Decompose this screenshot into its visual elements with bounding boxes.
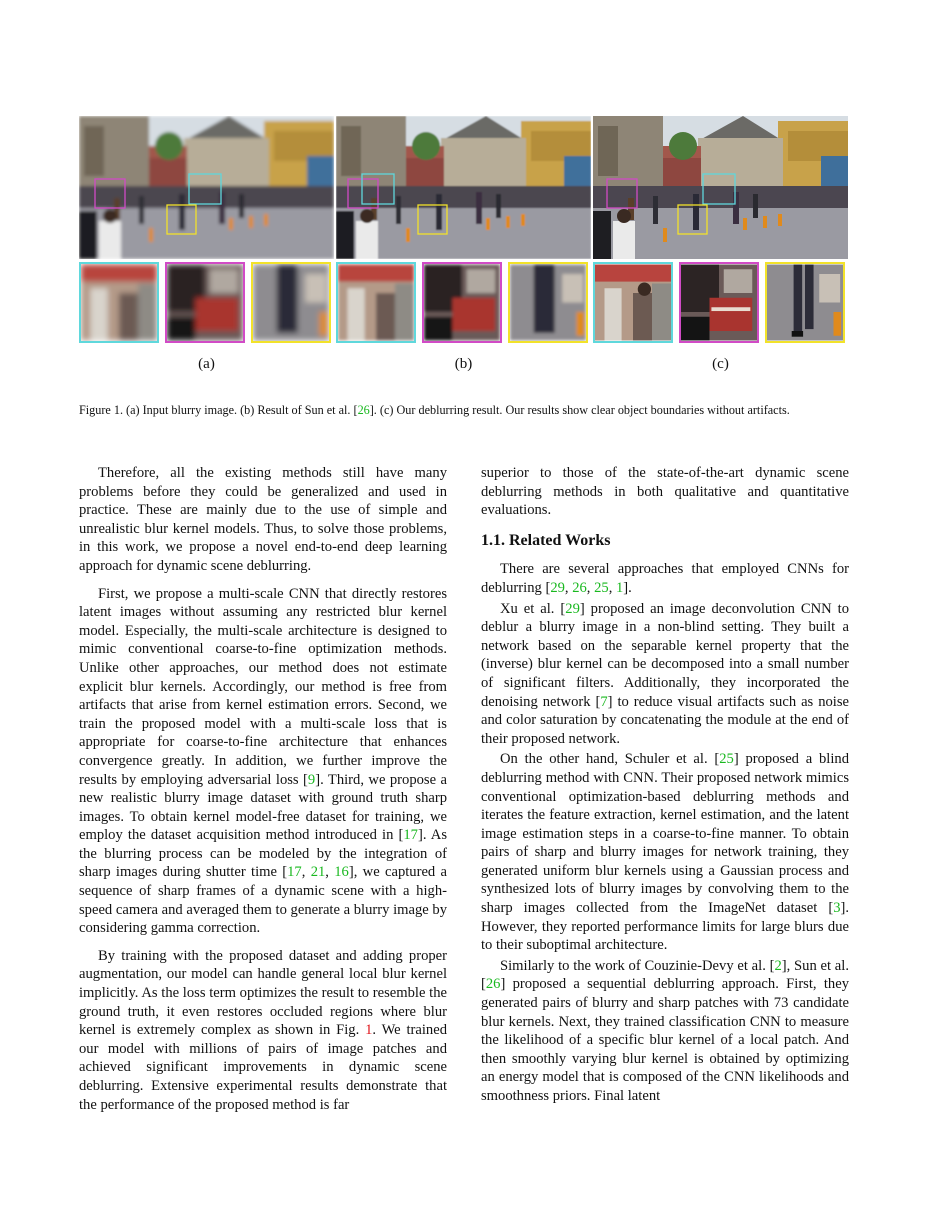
paragraph [481, 957, 849, 1106]
panel-c [593, 116, 848, 372]
paragraph [481, 750, 849, 955]
scene-image-blurry [79, 116, 334, 259]
crop-yellow-image [767, 264, 843, 341]
paragraph-text: ], Sun et al. [ [481, 957, 849, 993]
paragraph-text: There are several approaches that employed CNNs for deblurring [ [481, 561, 849, 596]
crop-magenta-image [424, 264, 500, 341]
paragraph-text: By training with the proposed dataset and adding proper augmentation, our model can handle general local blur kernel implicitly. As the loss term optimizes the result to resemble the ground truth, it even restores occluded regions where blur kernel is extremely complex as shown in Fig. [79, 947, 447, 1039]
paragraph: Therefore, all the existing methods still have many problems before they could be generalized and used in practice. These are mainly due to the use of simple and unrealistic blur kernel models. Thus, to solve those problems, in this work, we propose a novel end-to-end deep learning approach for dynamic scene deblurring. [79, 465, 447, 574]
scene-image-sun-et-al [336, 116, 591, 259]
crop-cyan [336, 262, 416, 343]
paragraph-text: ] proposed a sequential deblurring approach. First, they generated pairs of blurry and sharp patches with 73 candidate blur kernels. Next, they trained classification CNN to measure the likelihood of a specific blur kernel of a local patch. And then smoothly varying blur kernel is obtained by optimizing an energy model that is composed of the CNN likelihoods and smoothness priors. Final latent [481, 976, 849, 1104]
citation-link[interactable]: 21 [310, 864, 326, 881]
paragraph-text: ] proposed an image deconvolution CNN to deblur a blurry image in a non-blind setting. They built a network based on the separable kernel property that the (inverse) blur kernel can be decomposed into a small number of significant filters. Additionally, they incorporated the denoising network [ [481, 600, 850, 710]
citation-link[interactable]: 9 [307, 771, 316, 788]
panel-c-label: (c) [712, 356, 729, 372]
figure-caption [79, 402, 851, 419]
crop-yellow-image [253, 264, 329, 341]
paragraph-text: On the other hand, Schuler et al. [ [500, 751, 720, 768]
crop-yellow [765, 262, 845, 343]
crop-magenta [165, 262, 245, 343]
figure-panels [79, 116, 849, 376]
crop-row [79, 262, 334, 345]
citation-link[interactable]: 25 [594, 579, 609, 596]
citation-link[interactable]: 1 [615, 579, 624, 596]
citation-link[interactable]: 3 [833, 900, 841, 917]
paragraph [79, 947, 447, 1114]
right-column [481, 464, 849, 1115]
citation-link[interactable]: 26 [572, 579, 587, 596]
citation-link[interactable]: 7 [600, 693, 608, 710]
paragraph [481, 560, 849, 597]
panel-b-label: (b) [454, 356, 473, 372]
citation-link[interactable]: 26 [357, 403, 370, 417]
caption-text: ]. (c) Our deblurring result. Our results show clear object boundaries without artifacts. [369, 403, 790, 417]
crop-magenta [422, 262, 502, 343]
paragraph-text: , [586, 579, 595, 596]
paragraph-text: . We trained our model with millions of pairs of image patches and achieved significant improvements in dynamic scene deblurring. Extensive experimental results demonstrate that the performance of the proposed method is far [79, 1022, 447, 1113]
paragraph-text: ]. As the blurring process can be modeled by the integration of sharp images during shutter time [ [79, 827, 448, 881]
scene-image-ours [593, 116, 848, 259]
crop-yellow [508, 262, 588, 343]
citation-link[interactable]: 29 [550, 579, 565, 596]
left-column [79, 464, 447, 1123]
citation-link[interactable]: 29 [565, 600, 580, 617]
paragraph-text: , [608, 579, 616, 596]
crop-cyan-image [595, 264, 671, 341]
paragraph: superior to those of the state-of-the-art dynamic scene deblurring methods in both qualitative and quantitative evaluations. [481, 465, 849, 519]
crop-yellow [251, 262, 331, 343]
citation-link[interactable]: 2 [774, 957, 782, 974]
paragraph-text: ] to reduce visual artifacts such as noise and color saturation by concatenating the module at the end of their proposed network. [481, 693, 849, 747]
crop-row [593, 262, 848, 345]
paragraph-text: ] proposed a blind deblurring method with CNN. Their proposed network mimics conventional optimization-based deblurring methods and iterates the feature extraction, kernel estimation, and the latent image estimation steps in a coarse-to-fine manner. To obtain pairs of sharp and blurry images for network training, they generated uniform blur kernels using a Gaussian process and synthesized lots of blurry images by convolving them to the sharp images collected from the ImageNet dataset [ [481, 751, 849, 917]
citation-link[interactable]: 17 [287, 864, 302, 881]
paragraph-text: Similarly to the work of Couzinie-Devy et al. [ [500, 957, 775, 974]
paragraph-text: , [301, 864, 311, 881]
figure-1 [79, 116, 849, 376]
panel-b [336, 116, 591, 372]
paragraph-text: ]. Third, we propose a new realistic blurry image dataset with ground truth sharp images. To obtain kernel model-free dataset for training, we employ the dataset acquisition method introduced in [ [79, 771, 447, 844]
paragraph-text: ]. However, they reported performance limits for large blurs due to their suboptimal architecture. [481, 900, 849, 954]
crop-yellow-image [510, 264, 586, 341]
paragraph-text: ], we captured a sequence of sharp frames of a dynamic scene with a high-speed camera and averaged them to generate a blurry image by considering gamma correction. [79, 864, 448, 937]
section-heading: 1.1. Related Works [481, 531, 611, 549]
crop-magenta [679, 262, 759, 343]
citation-link[interactable]: 16 [334, 864, 349, 881]
panel-a [79, 116, 334, 372]
crop-cyan [593, 262, 673, 343]
citation-link[interactable]: 25 [719, 751, 734, 768]
paragraph [481, 600, 849, 749]
crop-cyan-image [81, 264, 157, 341]
paragraph-text: ]. [623, 579, 632, 596]
crop-cyan-image [338, 264, 414, 341]
paragraph-text: Xu et al. [ [500, 600, 566, 617]
paragraph [79, 585, 447, 938]
caption-text: Figure 1. (a) Input blurry image. (b) Result of Sun et al. [ [79, 403, 358, 417]
crop-magenta-image [681, 264, 757, 341]
crop-row [336, 262, 591, 345]
figure-link[interactable]: 1 [365, 1022, 373, 1039]
panel-a-label: (a) [198, 356, 215, 372]
crop-magenta-image [167, 264, 243, 341]
citation-link[interactable]: 17 [403, 827, 418, 844]
citation-link[interactable]: 26 [485, 976, 501, 993]
paragraph-text: , [325, 864, 335, 881]
paragraph-text: , [564, 579, 573, 596]
paragraph-text: First, we propose a multi-scale CNN that directly restores latent images without assuming any restricted blur kernel model. Especially, the multi-scale architecture is designed to mimic conventional coarse-to-fine optimization methods. Unlike other approaches, our method does not estimate explicit blur kernels. Accordingly, our method is free from artifacts that arise from kernel estimation errors. Second, we train the proposed model with a multi-scale loss that is appropriate for coarse-to-fine architecture that enhances convergence greatly. In addition, we further improve the results by employing adversarial loss [ [79, 585, 447, 788]
crop-cyan [79, 262, 159, 343]
